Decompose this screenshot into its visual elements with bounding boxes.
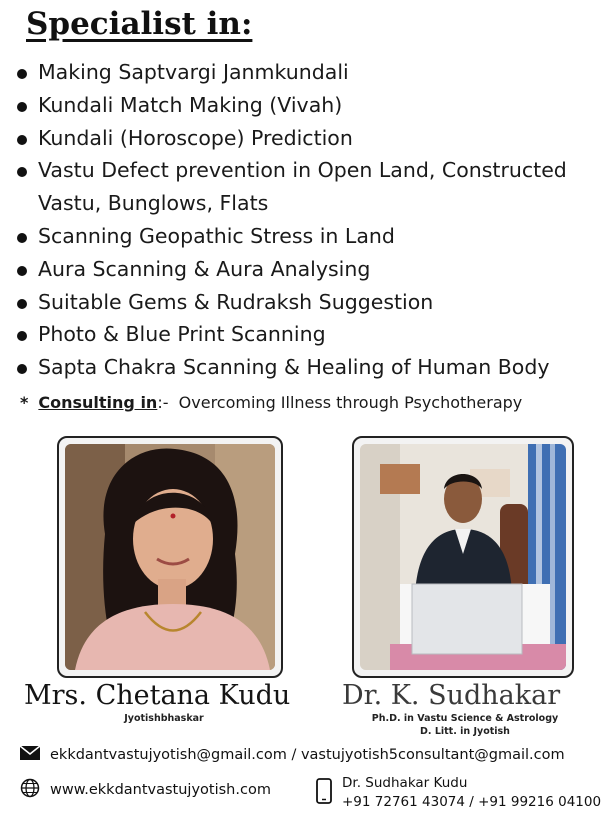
page-heading: Specialist in:: [26, 6, 253, 42]
service-item-continuation: Vastu, Bunglows, Flats: [38, 191, 269, 216]
consulting-star: *: [20, 393, 29, 412]
service-item: Scanning Geopathic Stress in Land: [14, 220, 600, 253]
photo-k-sudhakar: [352, 436, 574, 678]
mobile-phone-icon: [316, 778, 332, 808]
consulting-separator: :-: [157, 393, 169, 412]
service-item: Kundali (Horoscope) Prediction: [14, 122, 600, 155]
title-line-1: Ph.D. in Vastu Science & Astrology: [371, 713, 559, 724]
website-row: [20, 778, 271, 802]
services-list: [14, 56, 600, 384]
service-item: Kundali Match Making (Vivah): [14, 89, 600, 122]
photo-chetana-kudu: [57, 436, 283, 678]
consulting-text: Overcoming Illness through Psychotherapy: [178, 393, 523, 412]
globe-icon: [20, 778, 40, 802]
phone-row: [316, 774, 601, 812]
service-item: Aura Scanning & Aura Analysing: [14, 253, 600, 286]
service-item: Sapta Chakra Scanning & Healing of Human Body: [14, 351, 600, 384]
title-k-sudhakar: [342, 712, 588, 738]
title-line-2: D. Litt. in Jyotish: [420, 726, 510, 737]
consulting-line: [20, 393, 522, 412]
service-item: Making Saptvargi Janmkundali: [14, 56, 600, 89]
phone-details: [342, 774, 601, 812]
service-item: Suitable Gems & Rudraksh Suggestion: [14, 286, 600, 319]
phone-contact-name: Dr. Sudhakar Kudu: [342, 775, 468, 791]
consulting-label: Consulting in: [38, 393, 158, 412]
portrait-woman-image: [65, 444, 275, 670]
name-k-sudhakar: Dr. K. Sudhakar: [342, 680, 561, 711]
title-chetana-kudu: Jyotishbhaskar: [124, 713, 204, 724]
name-chetana-kudu: Mrs. Chetana Kudu: [24, 680, 291, 711]
phone-numbers[interactable]: +91 72761 43074 / +91 99216 04100: [342, 794, 602, 810]
website-link[interactable]: www.ekkdantvastujyotish.com: [50, 782, 271, 798]
envelope-icon: [20, 746, 40, 764]
service-item: Photo & Blue Print Scanning: [14, 318, 600, 351]
email-addresses[interactable]: ekkdantvastujyotish@gmail.com / vastujyotish5consultant@gmail.com: [50, 747, 565, 763]
service-item: Vastu Defect prevention in Open Land, Constructed: [14, 154, 600, 187]
email-row: [20, 746, 565, 764]
portrait-man-at-desk-image: [360, 444, 566, 670]
